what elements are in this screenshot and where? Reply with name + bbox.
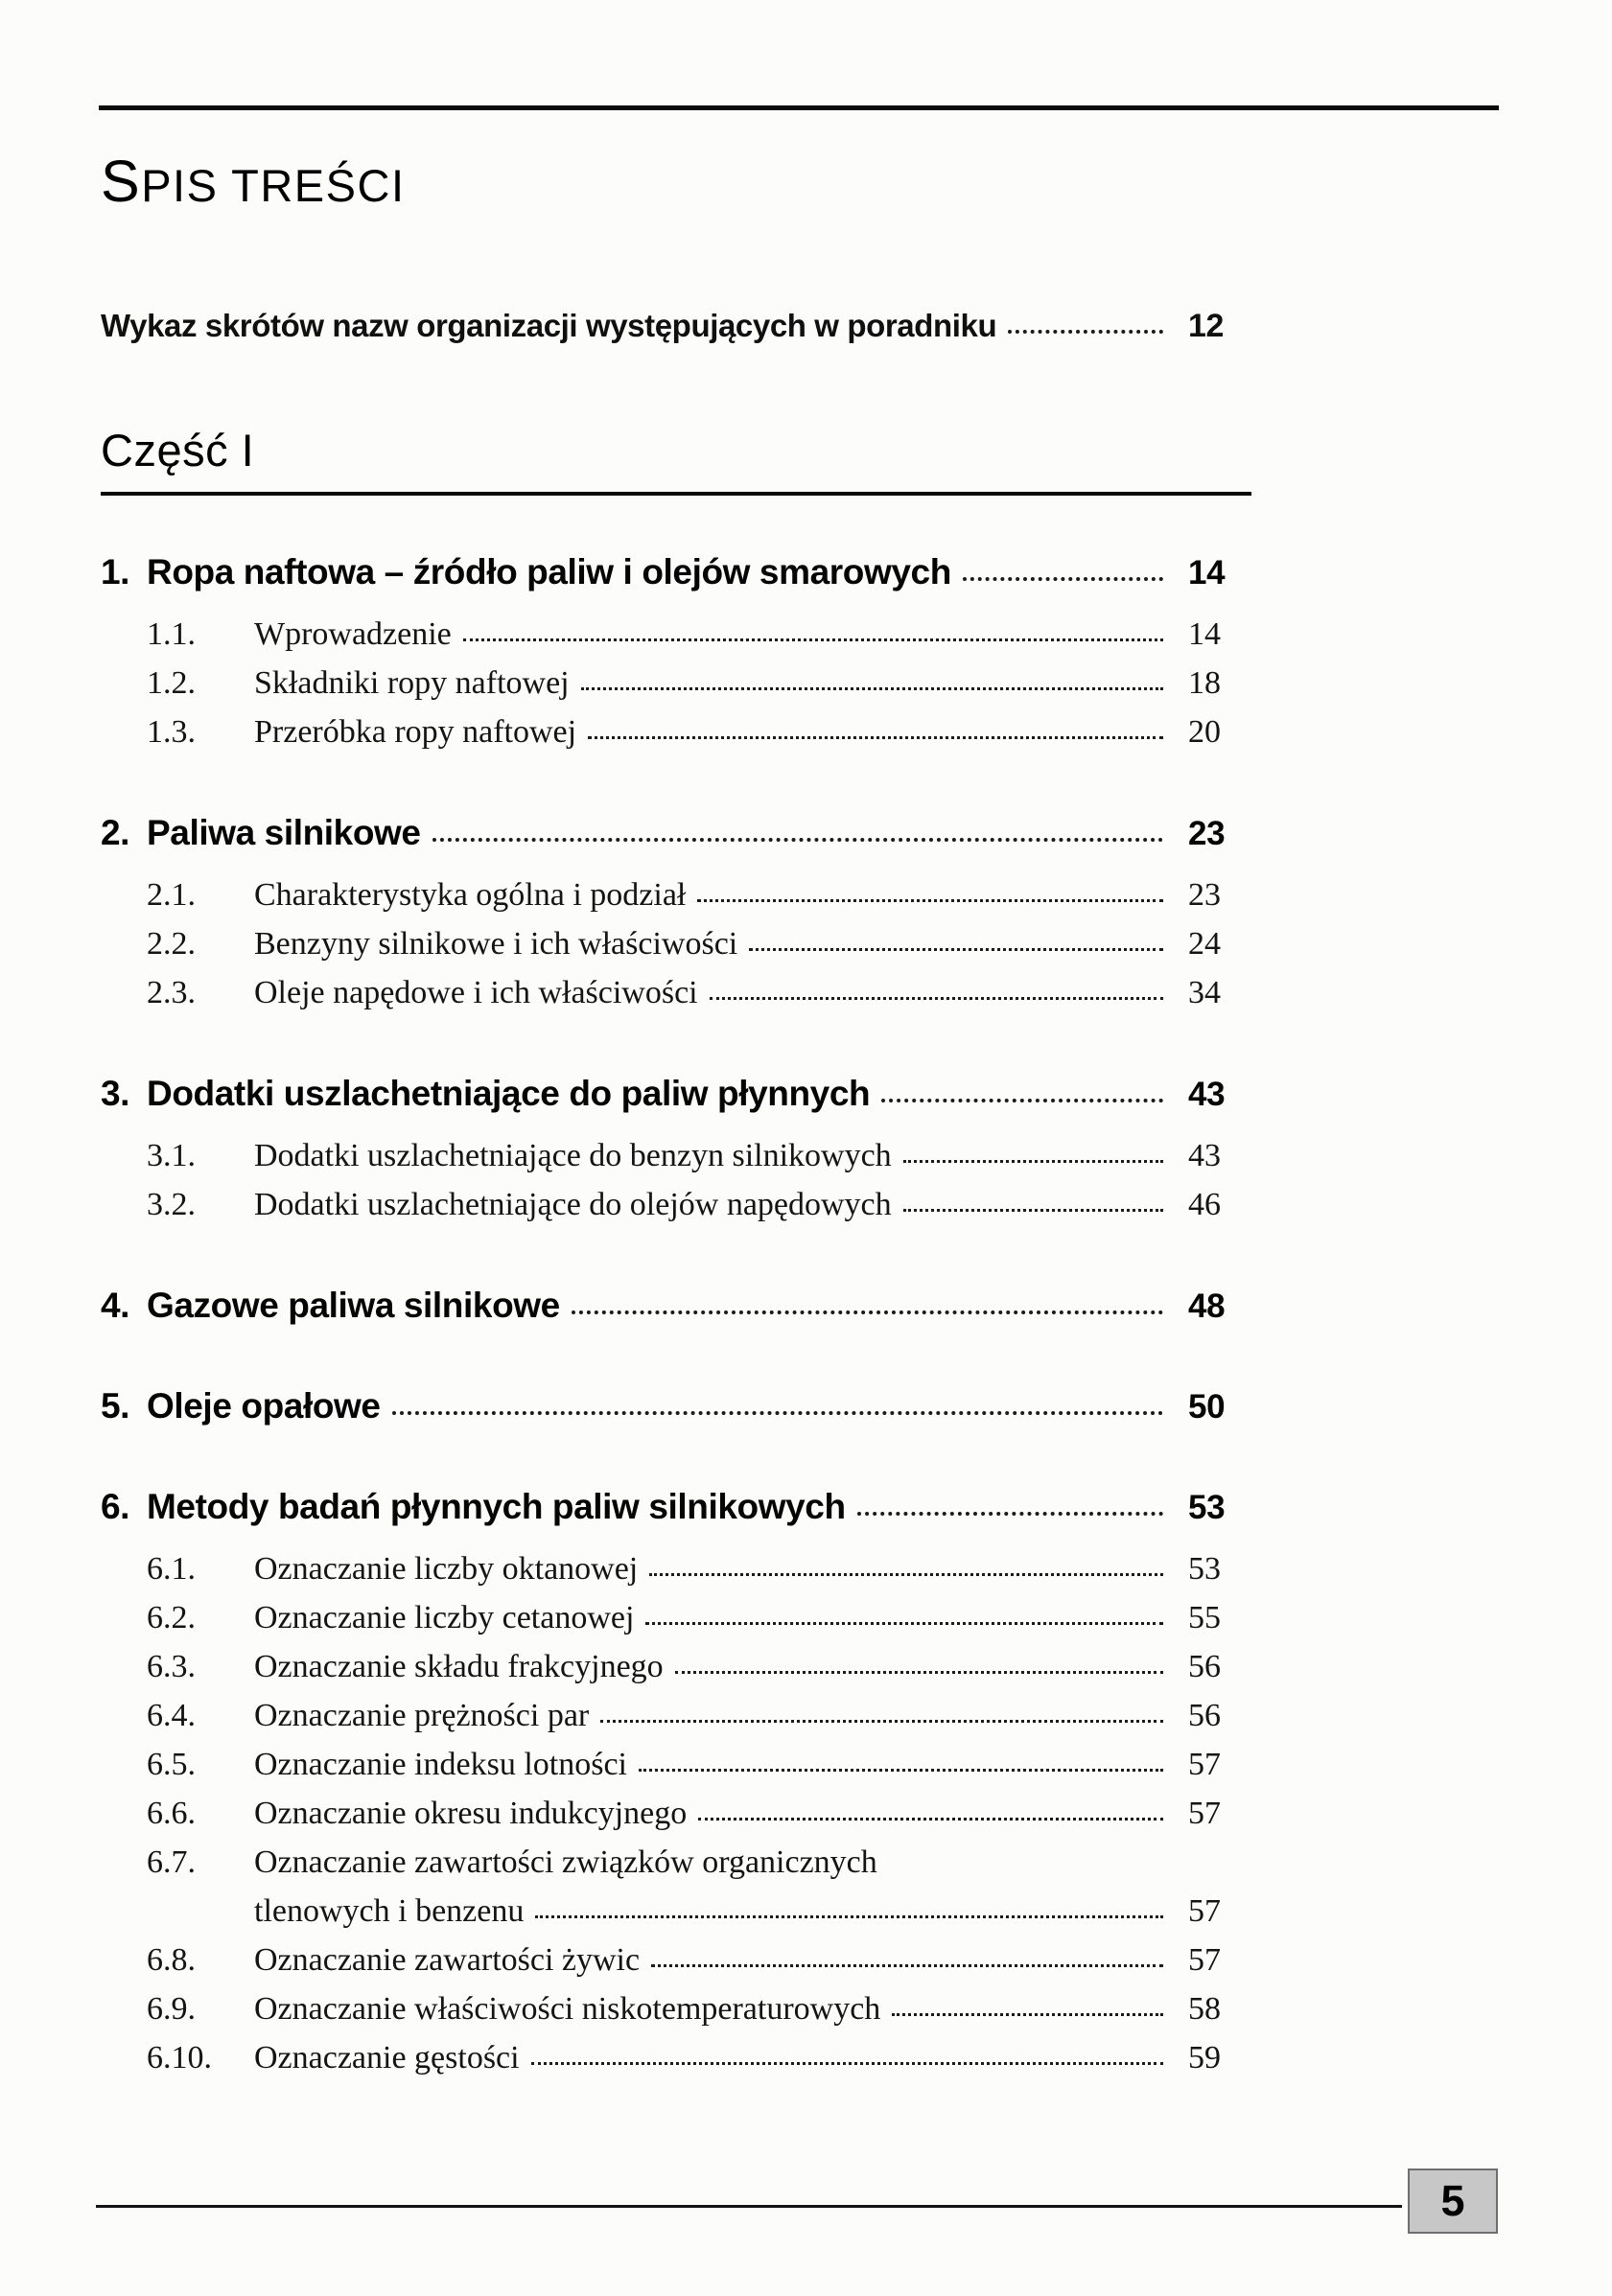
section-title: Benzyny silnikowe i ich właściwości [254,926,738,962]
section-number: 1.1. [147,616,196,653]
section-row [147,1593,1251,1642]
toc-chapter-6 [101,1484,1251,2082]
section-title: Oznaczanie zawartości żywic [254,1942,641,1979]
section-number: 2.3. [147,975,196,1011]
section-page: 18 [1188,665,1221,702]
section-page: 24 [1188,926,1221,962]
toc-entry-label: Wykaz skrótów nazw organizacji występujących w poradniku [101,308,997,344]
toc-chapter-3 [101,1071,1251,1229]
dot-leader [892,2013,1163,2016]
section-page: 23 [1188,877,1221,914]
toc-chapter-2 [101,810,1251,1017]
section-title: Przeróbka ropy naftowej [254,714,577,751]
section-row [147,2033,1251,2082]
section-title: Oznaczanie właściwości niskotemperaturowych [254,1991,881,2028]
section-title: Oznaczanie liczby cetanowej [254,1600,635,1636]
chapter-number: 1. [101,552,130,592]
dot-leader [649,1573,1163,1576]
section-row [147,919,1251,968]
dot-leader [749,948,1163,951]
chapter-page: 53 [1188,1489,1226,1527]
section-number: 2.2. [147,926,196,962]
chapter-number: 6. [101,1487,130,1527]
section-row [147,870,1251,919]
chapter-page: 48 [1188,1287,1226,1326]
chapter-sections [147,1131,1251,1229]
section-row [147,1180,1251,1229]
section-page: 46 [1188,1187,1221,1223]
dot-leader [581,687,1163,690]
dot-leader [651,1964,1163,1967]
section-title: Oznaczanie gęstości [254,2040,520,2076]
section-page: 56 [1188,1698,1221,1734]
chapter-page: 23 [1188,815,1226,853]
section-title: Składniki ropy naftowej [254,665,570,702]
section-number: 1.2. [147,665,196,702]
section-page: 59 [1188,2040,1221,2076]
section-number: 1.3. [147,714,196,751]
chapter-row [101,810,1251,857]
dot-leader [857,1512,1163,1516]
dot-leader [645,1622,1163,1625]
section-title: Charakterystyka ogólna i podział [254,877,687,914]
section-number: 6.3. [147,1649,196,1685]
section-number: 6.6. [147,1796,196,1832]
section-number: 6.5. [147,1747,196,1783]
footer-rule [96,2205,1402,2208]
section-page: 58 [1188,1991,1221,2028]
dot-leader [600,1720,1163,1723]
chapter-sections [147,1544,1251,2082]
chapter-title: Dodatki uszlachetniające do paliw płynnych [147,1074,871,1114]
section-row [147,1984,1251,2033]
section-row [147,968,1251,1017]
dot-leader [639,1769,1163,1772]
dot-leader [392,1411,1163,1415]
section-title: Oznaczanie indeksu lotności [254,1747,627,1783]
dot-leader [963,577,1163,581]
chapter-title: Gazowe paliwa silnikowe [147,1286,560,1326]
chapter-number: 2. [101,813,130,853]
dot-leader [697,899,1163,902]
toc-chapter-5 [101,1383,1251,1430]
section-title: Oznaczanie zawartości związków organicznych [254,1844,877,1881]
dot-leader [535,1915,1163,1918]
section-title: Wprowadzenie [254,616,452,653]
section-row [147,1131,1251,1180]
dot-leader [588,736,1163,739]
dot-leader [463,638,1163,641]
chapter-sections [147,610,1251,756]
section-title: Oznaczanie prężności par [254,1698,590,1734]
chapter-row [101,1383,1251,1430]
section-row [147,1740,1251,1789]
dot-leader [881,1099,1163,1102]
section-page: 56 [1188,1649,1221,1685]
toc-entry-page: 12 [1188,308,1225,345]
dot-leader [572,1310,1163,1314]
section-row [147,1544,1251,1593]
chapter-number: 5. [101,1386,130,1426]
dot-leader [698,1818,1163,1821]
section-number: 6.9. [147,1991,196,2028]
dot-leader [710,997,1163,1000]
section-row [147,1936,1251,1984]
section-title: Dodatki uszlachetniające do olejów napędowych [254,1187,892,1223]
section-page: 34 [1188,975,1221,1011]
section-number: 3.2. [147,1187,196,1223]
section-title: Dodatki uszlachetniające do benzyn silnikowych [254,1138,892,1174]
chapter-title: Oleje opałowe [147,1386,381,1426]
section-row [147,659,1251,707]
toc-chapter-1 [101,549,1251,756]
section-page: 57 [1188,1893,1221,1930]
chapter-page: 50 [1188,1388,1226,1426]
chapter-title: Paliwa silnikowe [147,813,421,853]
page-title: SPIS TREŚCI [101,149,406,214]
chapter-row [101,1484,1251,1531]
section-title: Oznaczanie okresu indukcyjnego [254,1796,688,1832]
header-rule [99,105,1499,110]
section-row [147,1691,1251,1740]
section-row [147,1838,1251,1887]
dot-leader [531,2062,1163,2065]
section-page: 55 [1188,1600,1221,1636]
toc-chapter-4 [101,1283,1251,1330]
toc-entry-abbreviations [101,304,1251,348]
section-page: 57 [1188,1942,1221,1979]
section-page: 14 [1188,616,1221,653]
section-title: Oznaczanie liczby oktanowej [254,1551,639,1588]
section-title: Oleje napędowe i ich właściwości [254,975,698,1011]
section-row [147,610,1251,659]
section-page: 53 [1188,1551,1221,1588]
chapter-row [101,1071,1251,1118]
chapter-page: 43 [1188,1076,1226,1114]
chapter-row [101,1283,1251,1330]
section-page: 43 [1188,1138,1221,1174]
dot-leader [903,1209,1163,1212]
chapter-number: 3. [101,1074,130,1114]
toc-content [101,144,1251,2082]
section-number: 6.2. [147,1600,196,1636]
section-number: 6.1. [147,1551,196,1588]
section-number: 6.4. [147,1698,196,1734]
section-row-continuation [147,1887,1251,1936]
section-number: 6.7. [147,1844,196,1881]
chapter-sections [147,870,1251,1017]
section-row [147,1789,1251,1838]
chapter-row [101,549,1251,596]
section-title-continuation: tlenowych i benzenu [254,1893,525,1930]
chapter-title: Ropa naftowa – źródło paliw i olejów smarowych [147,552,951,592]
section-number: 3.1. [147,1138,196,1174]
page-number-box: 5 [1408,2168,1498,2234]
part-heading: Część I [101,425,1251,496]
section-page: 57 [1188,1796,1221,1832]
section-row [147,707,1251,756]
section-row [147,1642,1251,1691]
dot-leader [903,1160,1163,1163]
section-number: 6.10. [147,2040,212,2076]
dot-leader [432,838,1163,842]
chapter-title: Metody badań płynnych paliw silnikowych [147,1487,846,1527]
chapter-page: 14 [1188,554,1226,592]
section-number: 2.1. [147,877,196,914]
dot-leader [1008,330,1163,334]
section-number: 6.8. [147,1942,196,1979]
dot-leader [675,1671,1163,1674]
section-page: 20 [1188,714,1221,751]
section-title: Oznaczanie składu frakcyjnego [254,1649,664,1685]
chapter-number: 4. [101,1286,130,1326]
section-page: 57 [1188,1747,1221,1783]
